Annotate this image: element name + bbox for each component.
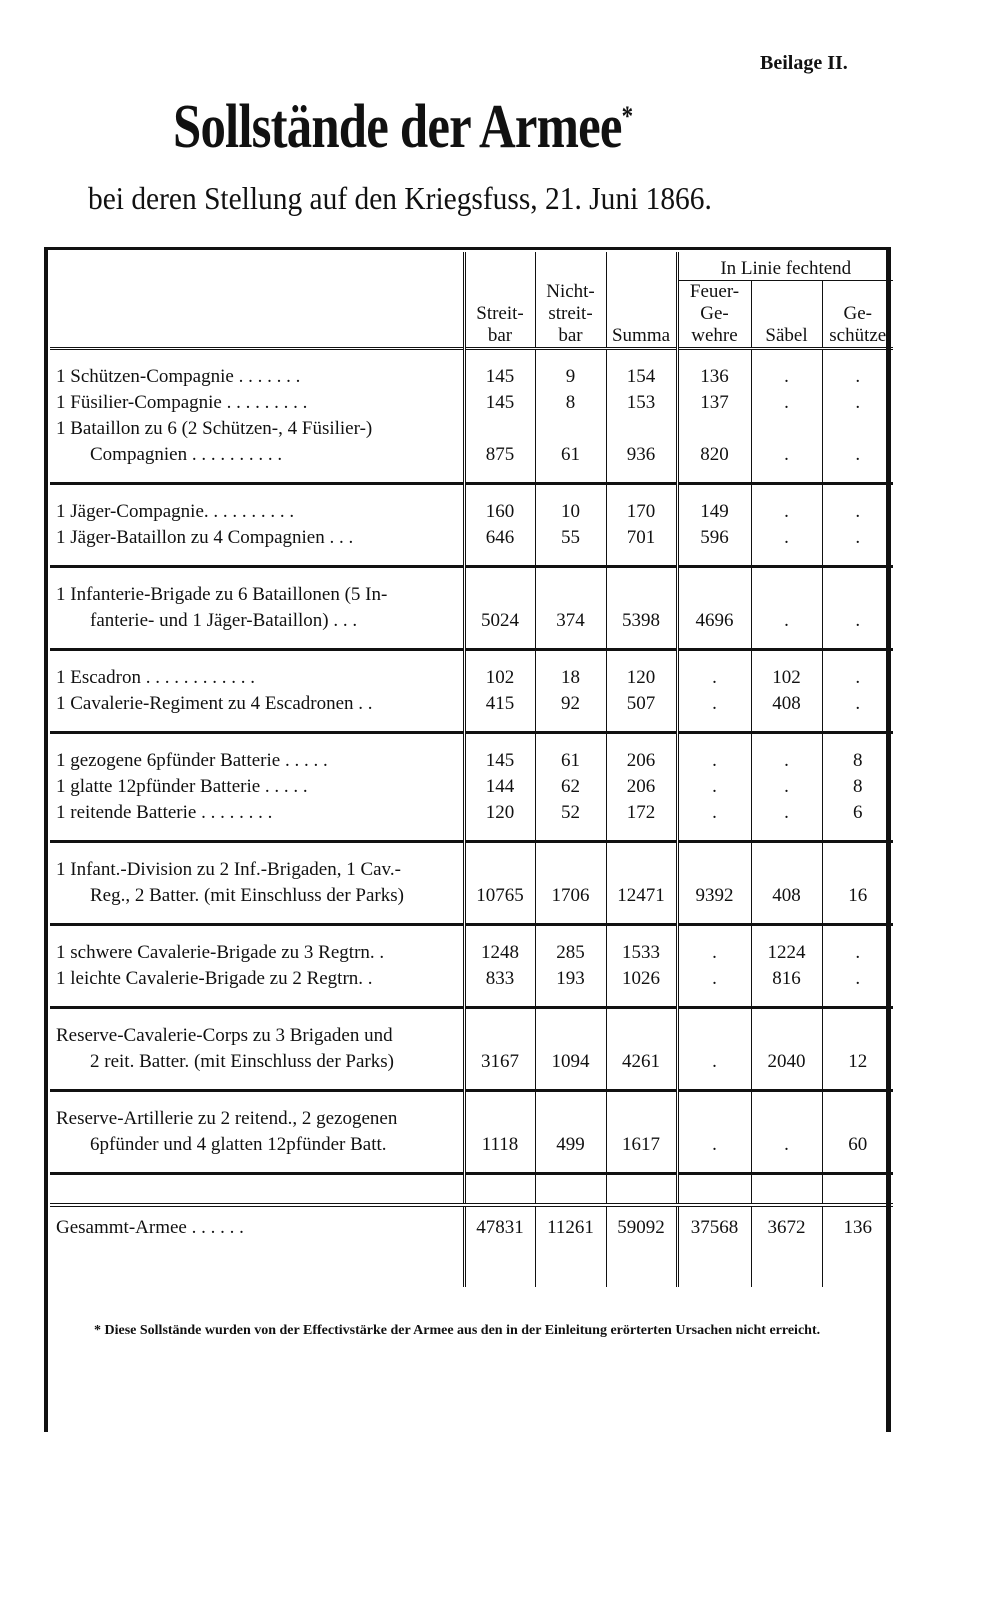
row-description: 1 Infanterie-Brigade zu 6 Bataillonen (5 In-: [56, 584, 388, 605]
cell-nicht: 18: [535, 665, 606, 691]
cell-nicht: 9: [535, 364, 606, 390]
row-description: 1 reitende Batterie . . . . . . . .: [56, 802, 273, 823]
cell-saebel: .: [751, 390, 822, 416]
cell-feuer: [677, 582, 751, 608]
table-row: [50, 966, 893, 992]
row-description: Compagnien . . . . . . . . . .: [90, 444, 283, 465]
cell-summa: 701: [606, 525, 677, 551]
row-description: 1 schwere Cavalerie-Brigade zu 3 Regtrn. .: [56, 942, 385, 963]
table-row: [50, 691, 893, 717]
cell-feuer: 137: [677, 390, 751, 416]
cell-gesch: .: [822, 940, 893, 966]
cell-gesch: 8: [822, 748, 893, 774]
group-rule: [50, 1075, 893, 1091]
cell-saebel: 2040: [751, 1049, 822, 1075]
cell-summa: [606, 416, 677, 442]
cell-streit: [464, 1023, 535, 1049]
row-description: 1 Bataillon zu 6 (2 Schützen-, 4 Füsilier-): [56, 418, 373, 439]
total-row: [50, 1205, 893, 1241]
table-row: [50, 748, 893, 774]
cell-streit: 833: [464, 966, 535, 992]
total-label: Gesammt-Armee . . . . . .: [50, 1205, 464, 1241]
cell-feuer: .: [677, 940, 751, 966]
cell-streit: 120: [464, 800, 535, 826]
group-gap: [50, 650, 893, 666]
cell-saebel: .: [751, 748, 822, 774]
total-summa: 59092: [606, 1205, 677, 1241]
cell-summa: 153: [606, 390, 677, 416]
group-gap: [50, 1091, 893, 1107]
cell-feuer: 596: [677, 525, 751, 551]
cell-streit: 1118: [464, 1132, 535, 1158]
row-description: 1 Cavalerie-Regiment zu 4 Escadronen . .: [56, 693, 373, 714]
group-gap: [50, 842, 893, 858]
cell-feuer: .: [677, 800, 751, 826]
cell-saebel: [751, 416, 822, 442]
row-description: 1 Füsilier-Compagnie . . . . . . . . .: [56, 392, 308, 413]
cell-summa: 1617: [606, 1132, 677, 1158]
row-description: fanterie- und 1 Jäger-Bataillon) . . .: [90, 610, 358, 631]
table-row: [50, 1023, 893, 1049]
col-streitbar: Streit- bar: [464, 252, 535, 349]
table-row: [50, 390, 893, 416]
cell-saebel: .: [751, 364, 822, 390]
cell-nicht: [535, 1023, 606, 1049]
row-description: 1 leichte Cavalerie-Brigade zu 2 Regtrn. .: [56, 968, 373, 989]
col-group-in-linie: In Linie fechtend: [677, 252, 893, 281]
cell-gesch: 6: [822, 800, 893, 826]
cell-streit: 145: [464, 748, 535, 774]
cell-streit: [464, 1106, 535, 1132]
frame-top-rule: [44, 247, 891, 250]
col-feuergewehre: Feuer- Ge- wehre: [677, 281, 751, 349]
cell-feuer: 9392: [677, 883, 751, 909]
table-row: [50, 1049, 893, 1075]
cell-streit: 646: [464, 525, 535, 551]
total-streit: 47831: [464, 1205, 535, 1241]
cell-feuer: .: [677, 748, 751, 774]
table-row: [50, 800, 893, 826]
group-gap: [50, 567, 893, 583]
cell-nicht: 499: [535, 1132, 606, 1158]
cell-nicht: 1094: [535, 1049, 606, 1075]
group-gap: [50, 733, 893, 749]
cell-summa: 1026: [606, 966, 677, 992]
cell-summa: 1533: [606, 940, 677, 966]
col-summa: Summa: [606, 252, 677, 349]
table-row: [50, 1106, 893, 1132]
cell-feuer: 149: [677, 499, 751, 525]
cell-saebel: [751, 1106, 822, 1132]
cell-feuer: 136: [677, 364, 751, 390]
cell-saebel: .: [751, 608, 822, 634]
cell-summa: [606, 857, 677, 883]
cell-nicht: 10: [535, 499, 606, 525]
frame-left-rule: [44, 247, 48, 1432]
cell-streit: 1248: [464, 940, 535, 966]
cell-saebel: 102: [751, 665, 822, 691]
cell-streit: 5024: [464, 608, 535, 634]
cell-streit: 145: [464, 364, 535, 390]
group-gap: [50, 484, 893, 500]
cell-gesch: .: [822, 665, 893, 691]
row-description: 1 Jäger-Bataillon zu 4 Compagnien . . .: [56, 527, 354, 548]
cell-gesch: [822, 857, 893, 883]
cell-streit: [464, 582, 535, 608]
page-title: [173, 92, 632, 163]
cell-saebel: [751, 1023, 822, 1049]
cell-saebel: .: [751, 499, 822, 525]
cell-nicht: 92: [535, 691, 606, 717]
cell-nicht: 55: [535, 525, 606, 551]
cell-gesch: .: [822, 691, 893, 717]
group-rule: [50, 992, 893, 1008]
table-row: [50, 774, 893, 800]
footnote: * Diese Sollstände wurden von der Effectivstärke der Armee aus den in der Einleitung erörterten Ursachen nicht erreicht.: [94, 1323, 821, 1338]
cell-streit: 102: [464, 665, 535, 691]
group-rule: [50, 826, 893, 842]
row-description: Reserve-Artillerie zu 2 reitend., 2 gezogenen: [56, 1108, 398, 1129]
cell-feuer: 820: [677, 442, 751, 468]
cell-gesch: .: [822, 525, 893, 551]
cell-feuer: [677, 416, 751, 442]
cell-feuer: [677, 1023, 751, 1049]
group-rule: [50, 634, 893, 650]
cell-nicht: 52: [535, 800, 606, 826]
group-gap: [50, 1174, 893, 1190]
cell-gesch: 12: [822, 1049, 893, 1075]
cell-nicht: [535, 857, 606, 883]
cell-gesch: 8: [822, 774, 893, 800]
cell-gesch: [822, 582, 893, 608]
total-gesch: 136: [822, 1205, 893, 1241]
cell-nicht: [535, 1106, 606, 1132]
table-row: [50, 582, 893, 608]
cell-gesch: [822, 1106, 893, 1132]
row-description: 1 Infant.-Division zu 2 Inf.-Brigaden, 1 Cav.-: [56, 859, 401, 880]
cell-summa: 206: [606, 748, 677, 774]
cell-nicht: 62: [535, 774, 606, 800]
cell-nicht: 374: [535, 608, 606, 634]
cell-streit: 160: [464, 499, 535, 525]
cell-nicht: 285: [535, 940, 606, 966]
total-feuer: 37568: [677, 1205, 751, 1241]
cell-summa: [606, 582, 677, 608]
cell-summa: 206: [606, 774, 677, 800]
table-row: [50, 940, 893, 966]
group-rule: [50, 717, 893, 733]
row-description: 1 gezogene 6pfünder Batterie . . . . .: [56, 750, 328, 771]
cell-nicht: 61: [535, 748, 606, 774]
cell-saebel: [751, 582, 822, 608]
cell-streit: 10765: [464, 883, 535, 909]
table-row: [50, 1132, 893, 1158]
cell-saebel: 408: [751, 691, 822, 717]
cell-summa: 120: [606, 665, 677, 691]
row-description: 1 Escadron . . . . . . . . . . . .: [56, 667, 255, 688]
col-nichtstreitbar: Nicht- streit- bar: [535, 252, 606, 349]
cell-summa: 507: [606, 691, 677, 717]
group-rule: [50, 909, 893, 925]
group-rule: [50, 468, 893, 484]
group-gap: [50, 925, 893, 941]
cell-saebel: 408: [751, 883, 822, 909]
pre-total-gap: [50, 1189, 893, 1205]
cell-saebel: .: [751, 800, 822, 826]
cell-streit: [464, 416, 535, 442]
strength-table: [50, 252, 893, 1287]
cell-summa: 12471: [606, 883, 677, 909]
cell-streit: 145: [464, 390, 535, 416]
cell-nicht: 193: [535, 966, 606, 992]
total-nicht: 11261: [535, 1205, 606, 1241]
cell-nicht: [535, 416, 606, 442]
cell-streit: 415: [464, 691, 535, 717]
group-rule: [50, 551, 893, 567]
cell-feuer: 4696: [677, 608, 751, 634]
cell-saebel: .: [751, 1132, 822, 1158]
cell-saebel: .: [751, 774, 822, 800]
cell-streit: 3167: [464, 1049, 535, 1075]
table-row: [50, 364, 893, 390]
cell-feuer: .: [677, 1132, 751, 1158]
row-description: 1 Jäger-Compagnie. . . . . . . . . .: [56, 501, 295, 522]
cell-gesch: .: [822, 390, 893, 416]
cell-summa: 5398: [606, 608, 677, 634]
cell-streit: 875: [464, 442, 535, 468]
header-rule: [50, 349, 893, 365]
cell-gesch: [822, 416, 893, 442]
row-description: 2 reit. Batter. (mit Einschluss der Parks): [90, 1051, 394, 1072]
header-blank: [50, 252, 464, 349]
table-row: [50, 665, 893, 691]
cell-feuer: [677, 857, 751, 883]
group-gap: [50, 1008, 893, 1024]
cell-gesch: .: [822, 499, 893, 525]
cell-feuer: [677, 1106, 751, 1132]
cell-saebel: .: [751, 442, 822, 468]
row-description: 1 glatte 12pfünder Batterie . . . . .: [56, 776, 308, 797]
table-row: [50, 499, 893, 525]
table-row: [50, 525, 893, 551]
cell-streit: 144: [464, 774, 535, 800]
cell-feuer: .: [677, 1049, 751, 1075]
cell-gesch: .: [822, 608, 893, 634]
row-description: 1 Schützen-Compagnie . . . . . . .: [56, 366, 301, 387]
cell-gesch: .: [822, 442, 893, 468]
cell-gesch: 60: [822, 1132, 893, 1158]
cell-nicht: 8: [535, 390, 606, 416]
col-geschuetze: Ge- schütze: [822, 281, 893, 349]
table-row: [50, 442, 893, 468]
cell-saebel: .: [751, 525, 822, 551]
cell-streit: [464, 857, 535, 883]
total-saebel: 3672: [751, 1205, 822, 1241]
header-row-1: [50, 252, 893, 281]
cell-summa: 4261: [606, 1049, 677, 1075]
cell-gesch: 16: [822, 883, 893, 909]
cell-summa: [606, 1106, 677, 1132]
cell-summa: 172: [606, 800, 677, 826]
cell-nicht: 1706: [535, 883, 606, 909]
table-row: [50, 608, 893, 634]
title-text: Sollstände der Armee: [173, 93, 622, 161]
page-subtitle: bei deren Stellung auf den Kriegsfuss, 21. Juni 1866.: [88, 180, 712, 216]
title-footnote-mark: *: [621, 101, 633, 133]
cell-summa: 154: [606, 364, 677, 390]
cell-gesch: [822, 1023, 893, 1049]
row-description: Reg., 2 Batter. (mit Einschluss der Parks): [90, 885, 404, 906]
appendix-label: Beilage II.: [760, 52, 848, 74]
group-rule: [50, 1158, 893, 1174]
cell-feuer: .: [677, 665, 751, 691]
cell-nicht: [535, 582, 606, 608]
table-tail: [50, 1241, 893, 1287]
table-row: [50, 416, 893, 442]
cell-summa: 936: [606, 442, 677, 468]
table-row: [50, 883, 893, 909]
cell-summa: 170: [606, 499, 677, 525]
cell-saebel: 1224: [751, 940, 822, 966]
row-description: 6pfünder und 4 glatten 12pfünder Batt.: [90, 1134, 387, 1155]
cell-feuer: .: [677, 774, 751, 800]
cell-feuer: .: [677, 966, 751, 992]
table-row: [50, 857, 893, 883]
col-saebel: Säbel: [751, 281, 822, 349]
cell-nicht: 61: [535, 442, 606, 468]
cell-summa: [606, 1023, 677, 1049]
row-description: Reserve-Cavalerie-Corps zu 3 Brigaden und: [56, 1025, 393, 1046]
cell-gesch: .: [822, 966, 893, 992]
cell-saebel: 816: [751, 966, 822, 992]
cell-feuer: .: [677, 691, 751, 717]
cell-saebel: [751, 857, 822, 883]
cell-gesch: .: [822, 364, 893, 390]
